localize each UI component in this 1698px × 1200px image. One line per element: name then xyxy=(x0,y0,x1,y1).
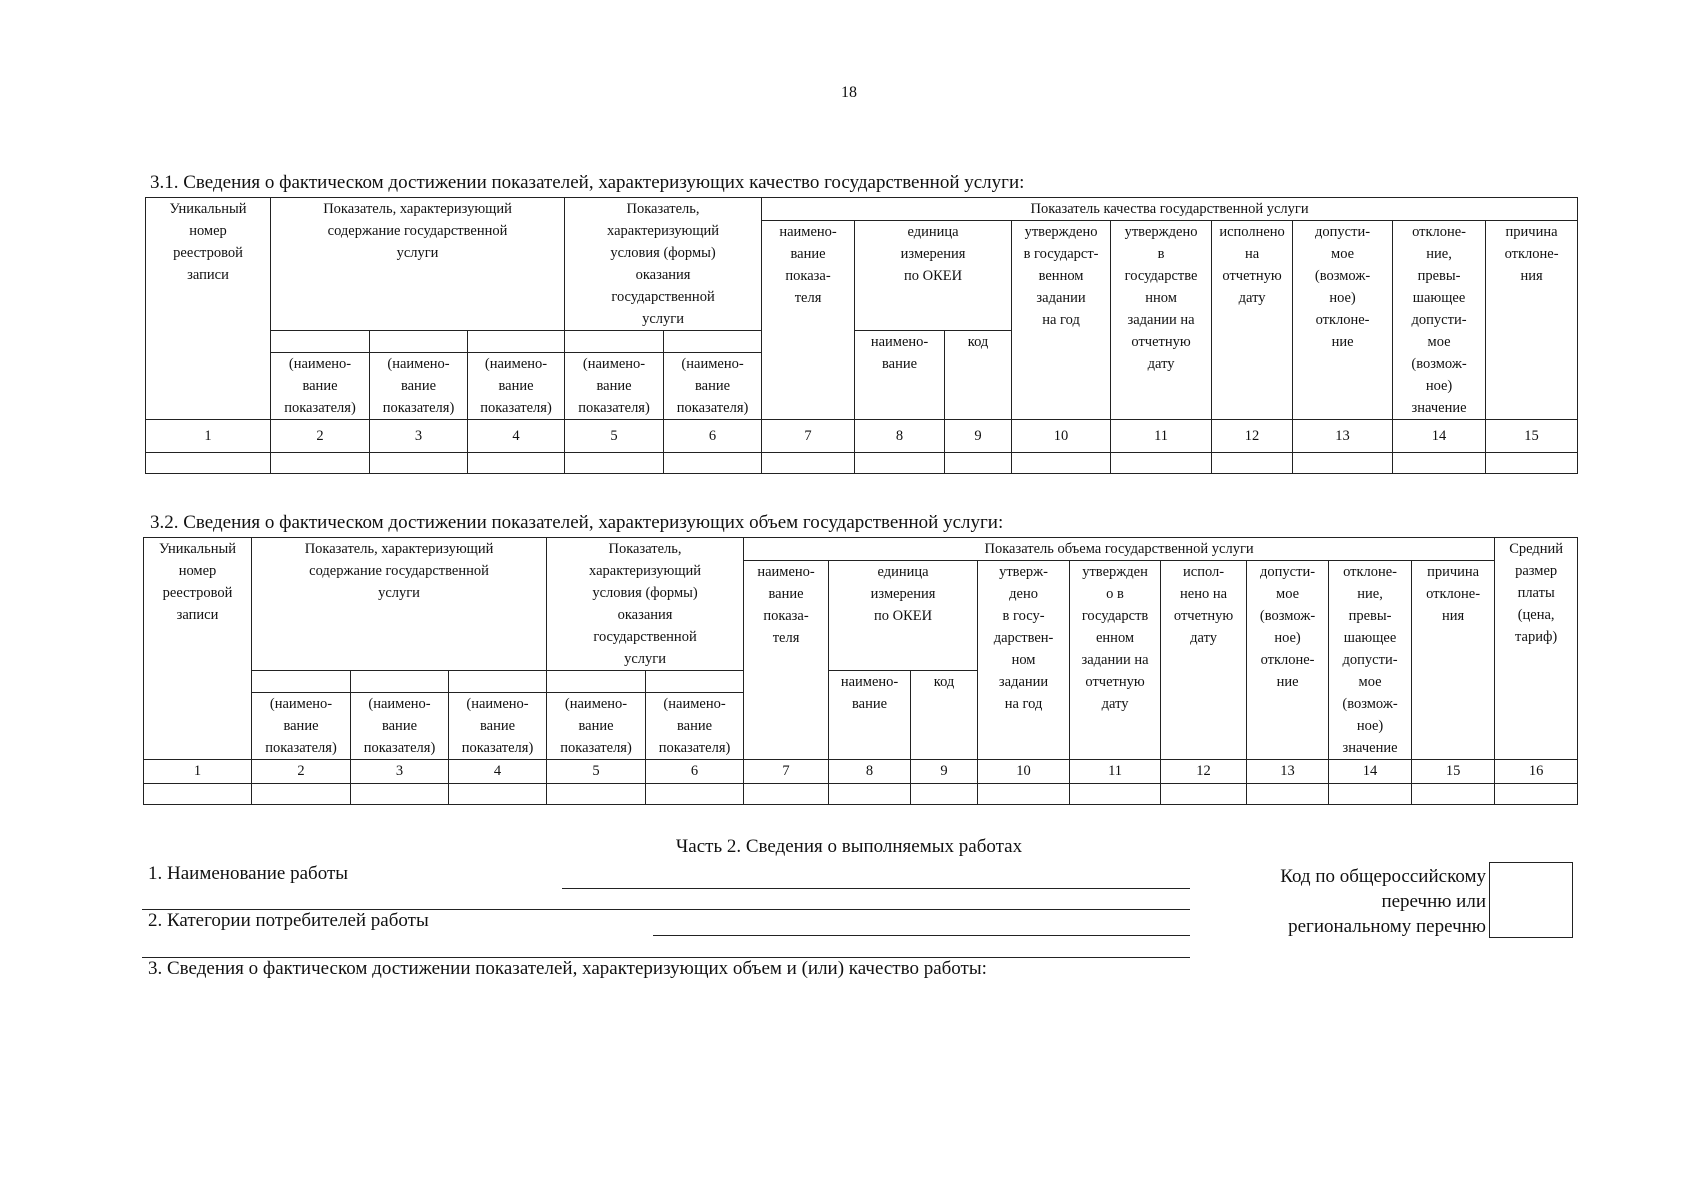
header-cell-content: Показатель, характеризующий содержание государственной услуги xyxy=(271,198,565,331)
table-cell[interactable] xyxy=(762,453,855,474)
sub-label-cell: (наимено- вание показателя) xyxy=(449,693,547,760)
table-cell[interactable] xyxy=(829,784,911,805)
sub-label-cell: (наимено- вание показателя) xyxy=(370,353,468,420)
column-number-row xyxy=(144,760,1578,784)
header-cell-volume-group: Показатель объема государственной услуги xyxy=(744,538,1495,561)
column-number: 6 xyxy=(646,760,744,784)
column-number: 11 xyxy=(1111,420,1212,453)
quality-indicators-table xyxy=(145,197,1578,474)
sub-label-cell: (наимено- вание показателя) xyxy=(565,353,664,420)
sub-label-cell: (наимено- вание показателя) xyxy=(646,693,744,760)
column-number: 12 xyxy=(1212,420,1293,453)
header-cell-conditions: Показатель, характеризующий условия (формы) оказания государственной услуги xyxy=(565,198,762,331)
table-cell[interactable] xyxy=(1412,784,1495,805)
column-number: 8 xyxy=(829,760,911,784)
table-cell[interactable] xyxy=(468,453,565,474)
column-number: 12 xyxy=(1161,760,1247,784)
column-number: 4 xyxy=(468,420,565,453)
header-cell-indicator-name: наимено- вание показа- теля xyxy=(762,221,855,420)
header-cell-unique-record: Уникальный номер реестровой записи xyxy=(144,538,252,760)
column-number: 16 xyxy=(1495,760,1578,784)
sub-label-cell: (наимено- вание показателя) xyxy=(468,353,565,420)
consumers-label: 2. Категории потребителей работы xyxy=(148,910,429,931)
work-name-label: 1. Наименование работы xyxy=(148,863,349,884)
blank-cell xyxy=(252,671,351,693)
header-cell-excess-deviation: отклоне- ние, превы- шающее допусти- мое (возмож- ное) значение xyxy=(1393,221,1486,420)
sub-label-cell: (наимено- вание показателя) xyxy=(252,693,351,760)
table-cell[interactable] xyxy=(565,453,664,474)
header-cell-unit-name: наимено- вание xyxy=(829,671,911,760)
table-cell[interactable] xyxy=(370,453,468,474)
header-cell-executed: испол- нено на отчетную дату xyxy=(1161,561,1247,760)
column-number: 5 xyxy=(565,420,664,453)
column-number: 4 xyxy=(449,760,547,784)
header-cell-unit: единица измерения по ОКЕИ xyxy=(855,221,1012,331)
column-number: 7 xyxy=(744,760,829,784)
column-number: 15 xyxy=(1486,420,1578,453)
header-row-1 xyxy=(144,538,1578,561)
column-number: 6 xyxy=(664,420,762,453)
volume-indicators-table xyxy=(143,537,1578,805)
column-number: 3 xyxy=(370,420,468,453)
table-cell[interactable] xyxy=(1012,453,1111,474)
header-cell-indicator-name: наимено- вание показа- теля xyxy=(744,561,829,760)
column-number: 2 xyxy=(271,420,370,453)
header-row-1 xyxy=(146,198,1578,221)
header-cell-unit: единица измерения по ОКЕИ xyxy=(829,561,978,671)
registry-code-label: Код по общероссийскому перечню или региональному перечню xyxy=(1280,866,1486,937)
table-cell[interactable] xyxy=(978,784,1070,805)
header-cell-unit-code: код xyxy=(911,671,978,760)
header-cell-content: Показатель, характеризующий содержание государственной услуги xyxy=(252,538,547,671)
blank-cell xyxy=(370,331,468,353)
column-number: 13 xyxy=(1247,760,1329,784)
table-cell[interactable] xyxy=(1293,453,1393,474)
blank-cell xyxy=(664,331,762,353)
blank-cell xyxy=(351,671,449,693)
column-number: 15 xyxy=(1412,760,1495,784)
header-cell-unit-code: код xyxy=(945,331,1012,420)
column-number: 7 xyxy=(762,420,855,453)
header-cell-executed: исполнено на отчетную дату xyxy=(1212,221,1293,420)
column-number: 3 xyxy=(351,760,449,784)
table-cell[interactable] xyxy=(1486,453,1578,474)
sub-label-cell: (наимено- вание показателя) xyxy=(547,693,646,760)
section-3-1-title: 3.1. Сведения о фактическом достижении показателей, характеризующих качество государственной услуги: xyxy=(150,172,1025,193)
column-number: 14 xyxy=(1393,420,1486,453)
header-cell-excess-deviation: отклоне- ние, превы- шающее допусти- мое (возмож- ное) значение xyxy=(1329,561,1412,760)
part2-title: Часть 2. Сведения о выполняемых работах xyxy=(675,836,1023,857)
page-number: 18 xyxy=(841,84,857,101)
table-cell[interactable] xyxy=(945,453,1012,474)
sub-label-cell: (наимено- вание показателя) xyxy=(664,353,762,420)
header-cell-approved-year: утверж- дено в госу- дарствен- ном задании на год xyxy=(978,561,1070,760)
sub-label-cell: (наимено- вание показателя) xyxy=(351,693,449,760)
header-cell-unit-name: наимено- вание xyxy=(855,331,945,420)
table-cell[interactable] xyxy=(1393,453,1486,474)
column-number: 9 xyxy=(945,420,1012,453)
header-cell-reason: причина отклоне- ния xyxy=(1412,561,1495,760)
column-number: 5 xyxy=(547,760,646,784)
sub-label-cell: (наимено- вание показателя) xyxy=(271,353,370,420)
column-number: 8 xyxy=(855,420,945,453)
blank-cell xyxy=(646,671,744,693)
table-cell[interactable] xyxy=(547,784,646,805)
header-cell-allowed-deviation: допусти- мое (возмож- ное) отклоне- ние xyxy=(1247,561,1329,760)
header-cell-allowed-deviation: допусти- мое (возмож- ное) отклоне- ние xyxy=(1293,221,1393,420)
table-cell[interactable] xyxy=(144,784,252,805)
header-cell-average-fee: Средний размер платы (цена, тариф) xyxy=(1495,538,1578,760)
work-name-field[interactable] xyxy=(562,888,1190,889)
column-number-row xyxy=(146,420,1578,453)
table-cell[interactable] xyxy=(271,453,370,474)
header-cell-quality-group: Показатель качества государственной услуги xyxy=(762,198,1578,221)
blank-cell xyxy=(271,331,370,353)
column-number: 11 xyxy=(1070,760,1161,784)
section-3-2-title: 3.2. Сведения о фактическом достижении показателей, характеризующих объем государственной услуги: xyxy=(150,512,1004,533)
table-cell[interactable] xyxy=(1495,784,1578,805)
column-number: 13 xyxy=(1293,420,1393,453)
header-cell-approved-date: утверждено в государстве нном задании на отчетную дату xyxy=(1111,221,1212,420)
column-number: 10 xyxy=(978,760,1070,784)
column-number: 1 xyxy=(146,420,271,453)
header-cell-conditions: Показатель, характеризующий условия (формы) оказания государственной услуги xyxy=(547,538,744,671)
blank-cell xyxy=(565,331,664,353)
table-cell[interactable] xyxy=(1212,453,1293,474)
consumers-field[interactable] xyxy=(653,935,1190,936)
section-3-work-title: 3. Сведения о фактическом достижении показателей, характеризующих объем и (или) качество работы: xyxy=(148,958,987,979)
header-cell-approved-year: утверждено в государст- венном задании на год xyxy=(1012,221,1111,420)
data-entry-row xyxy=(146,453,1578,474)
table-cell[interactable] xyxy=(646,784,744,805)
data-entry-row xyxy=(144,784,1578,805)
table-cell[interactable] xyxy=(146,453,271,474)
table-cell[interactable] xyxy=(1111,453,1212,474)
header-cell-reason: причина отклоне- ния xyxy=(1486,221,1578,420)
header-cell-approved-date: утвержден о в государств енном задании на отчетную дату xyxy=(1070,561,1161,760)
registry-code-box[interactable] xyxy=(1489,862,1573,938)
table-cell[interactable] xyxy=(1329,784,1412,805)
blank-cell xyxy=(468,331,565,353)
header-cell-unique-record: Уникальный номер реестровой записи xyxy=(146,198,271,420)
blank-cell xyxy=(547,671,646,693)
table-cell[interactable] xyxy=(252,784,351,805)
column-number: 2 xyxy=(252,760,351,784)
table-cell[interactable] xyxy=(1161,784,1247,805)
table-cell[interactable] xyxy=(449,784,547,805)
table-cell[interactable] xyxy=(1247,784,1329,805)
table-cell[interactable] xyxy=(1070,784,1161,805)
table-cell[interactable] xyxy=(911,784,978,805)
table-cell[interactable] xyxy=(855,453,945,474)
column-number: 9 xyxy=(911,760,978,784)
column-number: 14 xyxy=(1329,760,1412,784)
column-number: 1 xyxy=(144,760,252,784)
column-number: 10 xyxy=(1012,420,1111,453)
blank-cell xyxy=(449,671,547,693)
table-cell[interactable] xyxy=(744,784,829,805)
table-cell[interactable] xyxy=(664,453,762,474)
table-cell[interactable] xyxy=(351,784,449,805)
